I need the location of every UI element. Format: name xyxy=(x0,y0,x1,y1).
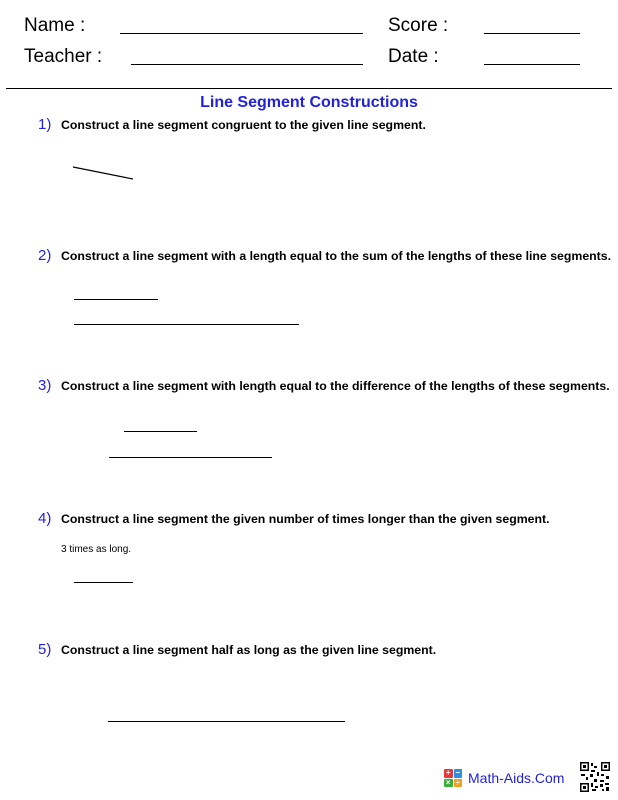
question-3-text: Construct a line segment with length equal to the difference of the lengths of these segments. xyxy=(61,379,610,393)
question-1-segment xyxy=(73,167,133,179)
question-3-segment-b xyxy=(109,457,272,458)
math-aids-logo-icon: + − × ÷ xyxy=(445,768,461,787)
name-label: Name : xyxy=(24,15,86,36)
question-4-number: 4) xyxy=(38,510,52,527)
question-5-number: 5) xyxy=(38,641,52,658)
question-4-note: 3 times as long. xyxy=(61,544,132,555)
question-2-segment-a xyxy=(74,299,158,300)
question-2-text: Construct a line segment with a length equal to the sum of the lengths of these line segments. xyxy=(61,249,612,263)
question-3-segment-a xyxy=(124,431,197,432)
brand-link[interactable]: Math-Aids.Com xyxy=(468,770,565,786)
question-1-text: Construct a line segment congruent to the given line segment. xyxy=(61,118,426,132)
question-1-number: 1) xyxy=(38,116,52,133)
question-5-segment xyxy=(108,721,345,722)
teacher-label: Teacher : xyxy=(24,46,103,67)
qr-code-icon xyxy=(580,762,610,792)
date-label: Date : xyxy=(388,46,439,67)
question-2-number: 2) xyxy=(38,247,52,264)
question-5-text: Construct a line segment half as long as the given line segment. xyxy=(61,643,437,657)
question-4-text: Construct a line segment the given number of times longer than the given segment. xyxy=(61,512,550,526)
question-3-number: 3) xyxy=(38,377,52,394)
worksheet-title: Line Segment Constructions xyxy=(200,94,418,111)
question-4-segment xyxy=(74,582,133,583)
question-2-segment-b xyxy=(74,324,299,325)
score-label: Score : xyxy=(388,15,449,36)
